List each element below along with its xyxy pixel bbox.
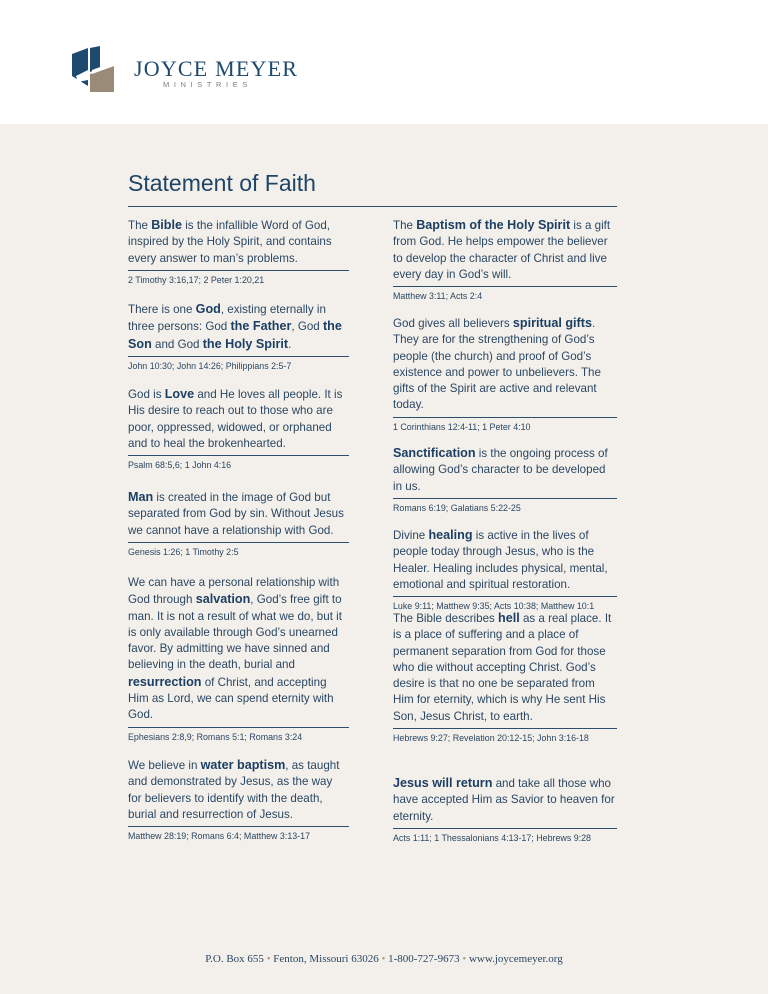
statement-keyword: Sanctification	[393, 446, 476, 460]
reference-divider	[393, 596, 617, 597]
statement-keyword: resurrection	[128, 674, 202, 689]
statement-keyword: the Son	[128, 319, 342, 351]
statement-keyword: Jesus will return	[393, 776, 493, 790]
scripture-reference: Romans 6:19; Galatians 5:22-25	[393, 502, 521, 513]
faith-statement-item	[128, 757, 349, 843]
scripture-reference: 2 Timothy 3:16,17; 2 Peter 1:20,21	[128, 274, 265, 285]
title-divider	[128, 206, 617, 207]
faith-statement-item	[393, 217, 617, 303]
scripture-reference: John 10:30; John 14:26; Philippians 2:5-7	[128, 360, 292, 371]
footer-separator: •	[266, 953, 271, 965]
statement-text-segment: We can have a personal relationship with God through	[128, 576, 340, 607]
footer-separator: •	[381, 953, 386, 965]
document-body	[0, 124, 768, 994]
statement-text	[128, 757, 349, 823]
statement-text-segment: , God’s free gift to man. It is not a result of what we do, but it is only available through God’s unearned favor. By admitting we have sinned and believing in the death, burial and	[128, 593, 342, 672]
footer-city: Fenton, Missouri 63026	[273, 953, 379, 965]
statement-text-segment: is active in the lives of people today through Jesus, who is the Healer. Healing includes physical, mental, emotional and spiritual restoration.	[393, 529, 608, 591]
footer-address: P.O. Box 655	[205, 953, 264, 965]
statement-text-segment: is a gift from God. He helps empower the believer to develop the character of Christ and live every day in God’s will.	[393, 219, 611, 281]
statement-text	[128, 489, 349, 539]
statement-text-segment: The	[393, 219, 417, 232]
statement-text	[128, 217, 349, 267]
statement-text-segment: , existing eternally in three persons: God	[128, 303, 326, 334]
faith-statement-item	[128, 386, 349, 472]
ministry-name: JOYCE MEYER	[134, 56, 299, 81]
statement-text-segment: and take all those who have accepted Him as Savior to heaven for eternity.	[393, 777, 615, 823]
statement-text-segment: .	[288, 337, 292, 351]
statement-keyword: salvation	[195, 592, 251, 607]
page-title: Statement of Faith	[128, 170, 316, 196]
scripture-reference: Acts 1:11; 1 Thessalonians 4:13-17; Hebrews 9:28	[393, 832, 591, 843]
statement-text-segment: The	[128, 219, 152, 232]
statement-keyword: hell	[498, 611, 520, 625]
faith-statement-item	[128, 301, 349, 373]
statement-text-segment: is the ongoing process of allowing God’s character to be developed in us.	[393, 447, 608, 493]
statement-text-segment: is created in the image of God but separated from God by sin. Without Jesus we cannot have a relationship with God.	[128, 491, 344, 537]
statement-keyword: healing	[428, 528, 473, 542]
statement-text	[393, 527, 617, 593]
faith-statement-item	[128, 217, 349, 287]
reference-divider	[128, 542, 349, 543]
scripture-reference: Genesis 1:26; 1 Timothy 2:5	[128, 546, 239, 557]
statement-text-segment: God gives all believers	[393, 317, 513, 330]
statement-text-segment: God is	[128, 388, 165, 401]
statement-text-segment: is the infallible Word of God, inspired by the Holy Spirit, and contains every answer to man’s problems.	[128, 219, 332, 265]
footer-website: www.joycemeyer.org	[468, 953, 563, 965]
statement-text	[393, 217, 617, 283]
statement-keyword: Bible	[151, 218, 182, 232]
faith-statement-item	[128, 489, 349, 559]
statement-text	[393, 315, 617, 414]
footer-contact	[0, 953, 768, 965]
statement-keyword: water baptism	[200, 758, 286, 772]
statement-keyword: the Holy Spirit	[202, 336, 289, 351]
scripture-reference: Hebrews 9:27; Revelation 20:12-15; John 3:16-18	[393, 733, 589, 744]
scripture-reference: Ephesians 2:8,9; Romans 5:1; Romans 3:24	[128, 731, 303, 742]
faith-statement-item	[393, 610, 617, 745]
statement-text-segment: We believe in	[128, 759, 201, 772]
footer-separator: •	[462, 953, 467, 965]
reference-divider	[128, 356, 349, 357]
statement-text-segment: of Christ, and accepting Him as Lord, we can spend eternity with God.	[128, 675, 334, 722]
statement-keyword: Man	[128, 490, 154, 504]
reference-divider	[128, 727, 349, 728]
statement-text	[128, 575, 349, 724]
statement-text-segment: , God	[291, 320, 323, 334]
statement-keyword: Love	[164, 387, 195, 401]
reference-divider	[393, 498, 617, 499]
statement-text	[128, 386, 349, 452]
faith-statement-item	[393, 315, 617, 434]
statement-keyword: spiritual gifts	[512, 316, 592, 330]
statement-text-segment: There is one	[128, 303, 196, 316]
faith-statement-item	[393, 445, 617, 515]
scripture-reference: Matthew 28:19; Romans 6:4; Matthew 3:13-17	[128, 831, 311, 842]
reference-divider	[393, 828, 617, 829]
letterhead	[0, 0, 768, 124]
reference-divider	[393, 417, 617, 418]
scripture-reference: Matthew 3:11; Acts 2:4	[393, 291, 483, 302]
reference-divider	[128, 455, 349, 456]
statement-keyword: the Father	[230, 319, 292, 334]
reference-divider	[128, 270, 349, 271]
reference-divider	[393, 286, 617, 287]
scripture-reference: Luke 9:11; Matthew 9:35; Acts 10:38; Matthew 10:1	[393, 601, 595, 612]
statement-text	[393, 610, 617, 725]
statement-text-segment: Divine	[393, 529, 429, 542]
ministry-subtitle: MINISTRIES	[163, 80, 252, 89]
statement-keyword: God	[195, 302, 221, 316]
reference-divider	[128, 826, 349, 827]
statement-text-segment: as a real place. It is a place of suffering and a place of permanent separation from God for those who die without accepting Christ. God’s desire is that no one be separated from Him for eternity, which is why He sent His Son, Jesus Christ, to earth.	[393, 612, 612, 723]
statement-keyword: Baptism of the Holy Spirit	[416, 218, 571, 232]
reference-divider	[393, 728, 617, 729]
scripture-reference: 1 Corinthians 12:4-11; 1 Peter 4:10	[393, 421, 531, 432]
statement-text	[393, 445, 617, 495]
statement-text-segment: and He loves all people. It is His desire to reach out to those who are poor, oppressed, widowed, or orphaned and to heal the brokenhearted.	[128, 388, 343, 450]
statement-text	[128, 301, 349, 353]
statement-text-segment: The Bible describes	[393, 612, 499, 625]
faith-statement-item	[128, 575, 349, 744]
statement-text-segment: and God	[151, 337, 203, 351]
statement-text	[393, 775, 617, 825]
statement-text-segment: . They are for the strengthening of God’s people (the church) and proof of God’s existence and power to unbelievers. The gifts of the Spirit are active and relevant today.	[393, 317, 601, 412]
faith-statement-item	[393, 527, 617, 613]
ministry-logo-icon	[70, 46, 116, 94]
footer-phone: 1-800-727-9673	[388, 953, 460, 965]
faith-statement-item	[393, 775, 617, 845]
scripture-reference: Psalm 68:5,6; 1 John 4:16	[128, 460, 232, 471]
statement-text-segment: , as taught and demonstrated by Jesus, as the way for believers to identify with the death, burial and resurrection of Jesus.	[128, 759, 340, 821]
